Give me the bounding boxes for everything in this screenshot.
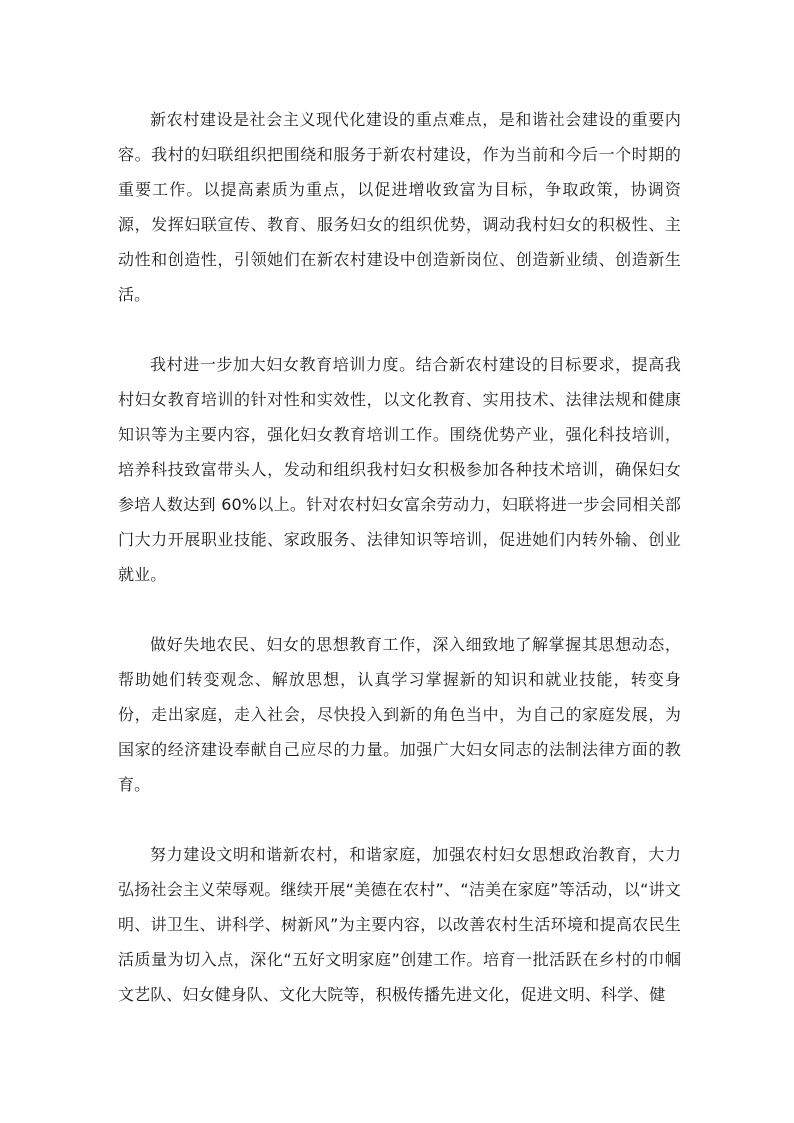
paragraph-ideological-education: 做好失地农民、妇女的思想教育工作，深入细致地了解掌握其思想动态，帮助她们转变观念、解放思想，认真学习掌握新的知识和就业技能，转变身份，走出家庭，走入社会，尽快投入到新的角色当中，为自己的家庭发展，为国家的经济建设奉献自己应尽的力量。加强广大妇女同志的法制法律方面的教育。	[118, 635, 681, 794]
paragraph-new-rural-construction: 新农村建设是社会主义现代化建设的重点难点，是和谐社会建设的重要内容。我村的妇联组织把围绕和服务于新农村建设，作为当前和今后一个时期的重要工作。以提高素质为重点，以促进增收致富为目标，争取政策，协调资源，发挥妇联宣传、教育、服务妇女的组织优势，调动我村妇女的积极性、主动性和创造性，引领她们在新农村建设中创造新岗位、创造新业绩、创造新生活。	[118, 110, 681, 304]
paragraph-women-education-training: 我村进一步加大妇女教育培训力度。结合新农村建设的目标要求，提高我村妇女教育培训的针对性和实效性，以文化教育、实用技术、法律法规和健康知识等为主要内容，强化妇女教育培训工作。围绕优势产业，强化科技培训，培养科技致富带头人，发动和组织我村妇女积极参加各种技术培训，确保妇女参培人数达到 60%以上。针对农村妇女富余劳动力，妇联将进一步会同相关部门大力开展职业技能、家政服务、法律知识等培训，促进她们内转外输、创业就业。	[118, 355, 681, 584]
document-body	[118, 102, 681, 1047]
paragraph-harmonious-village: 努力建设文明和谐新农村，和谐家庭，加强农村妇女思想政治教育，大力弘扬社会主义荣辱观。继续开展“美德在农村”、“洁美在家庭”等活动，以“讲文明、讲卫生、讲科学、树新风”为主要内容，以改善农村生活环境和提高农民生活质量为切入点，深化“五好文明家庭”创建工作。培育一批活跃在乡村的巾帼文艺队、妇女健身队、文化大院等，积极传播先进文化，促进文明、科学、健	[118, 845, 681, 1004]
